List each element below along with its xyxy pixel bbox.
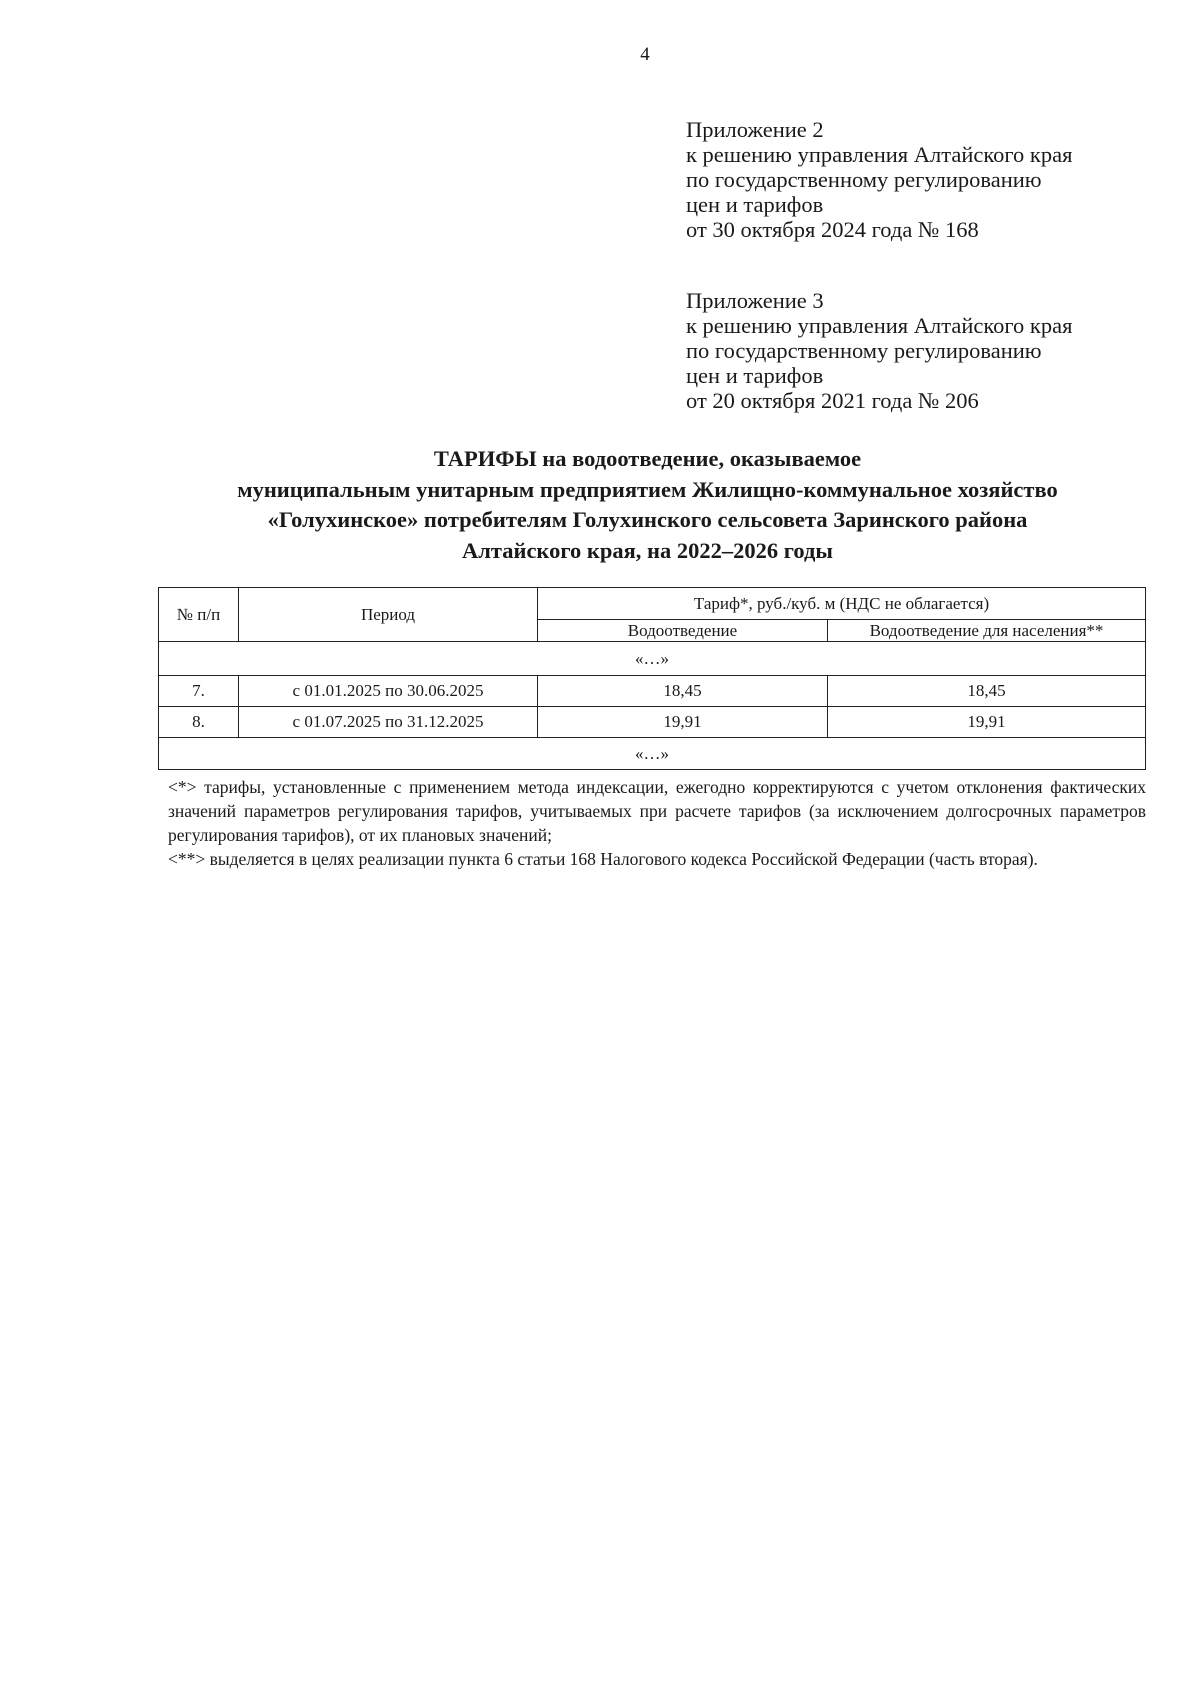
page-number: 4 — [640, 44, 650, 65]
appendix-3-line: цен и тарифов — [686, 363, 824, 388]
table-row — [159, 707, 1146, 738]
ellipsis-row: «…» — [159, 642, 1146, 676]
document-title — [160, 444, 1135, 566]
appendix-2-line: к решению управления Алтайского края — [686, 142, 1073, 167]
footnote-1: <*> тарифы, установленные с применением метода индексации, ежегодно корректируются с учетом отклонения фактических значений параметров регулирования тарифов, учитываемых при расчете тарифов (за исключением долгосрочных параметров регулирования тарифов), от их плановых значений; — [168, 777, 1146, 845]
row-drainage: 18,45 — [538, 676, 828, 707]
footnotes — [168, 775, 1146, 871]
appendix-2-line: от 30 октября 2024 года № 168 — [686, 217, 979, 242]
row-drainage: 19,91 — [538, 707, 828, 738]
appendix-3-line: к решению управления Алтайского края — [686, 313, 1073, 338]
header-period: Период — [239, 588, 538, 642]
appendix-3-line: Приложение 3 — [686, 288, 824, 313]
row-drainage-population: 19,91 — [828, 707, 1146, 738]
row-period: с 01.01.2025 по 30.06.2025 — [239, 676, 538, 707]
appendix-3-line: по государственному регулированию — [686, 338, 1042, 363]
table-row — [159, 676, 1146, 707]
appendix-3-line: от 20 октября 2021 года № 206 — [686, 388, 979, 413]
title-line: ТАРИФЫ на водоотведение, оказываемое — [433, 446, 862, 471]
title-line: Алтайского края, на 2022–2026 годы — [462, 537, 833, 563]
row-number: 8. — [159, 707, 239, 738]
row-period: с 01.07.2025 по 31.12.2025 — [239, 707, 538, 738]
appendix-2-header — [686, 117, 1072, 242]
appendix-3-header — [686, 288, 1072, 413]
header-number: № п/п — [159, 588, 239, 642]
title-line: муниципальным унитарным предприятием Жилищно-коммунальное хозяйство — [237, 476, 1058, 502]
tariff-table — [158, 587, 1146, 770]
footnote-2: <**> выделяется в целях реализации пункта 6 статьи 168 Налогового кодекса Российской Федерации (часть вторая). — [168, 849, 1038, 869]
ellipsis-row: «…» — [159, 738, 1146, 770]
appendix-2-line: Приложение 2 — [686, 117, 824, 142]
row-number: 7. — [159, 676, 239, 707]
appendix-2-line: по государственному регулированию — [686, 167, 1042, 192]
row-drainage-population: 18,45 — [828, 676, 1146, 707]
header-tariff-group: Тариф*, руб./куб. м (НДС не облагается) — [538, 588, 1146, 620]
appendix-2-line: цен и тарифов — [686, 192, 824, 217]
header-drainage: Водоотведение — [538, 620, 828, 642]
header-drainage-population: Водоотведение для населения** — [828, 620, 1146, 642]
title-line: «Голухинское» потребителям Голухинского сельсовета Заринского района — [267, 507, 1028, 532]
